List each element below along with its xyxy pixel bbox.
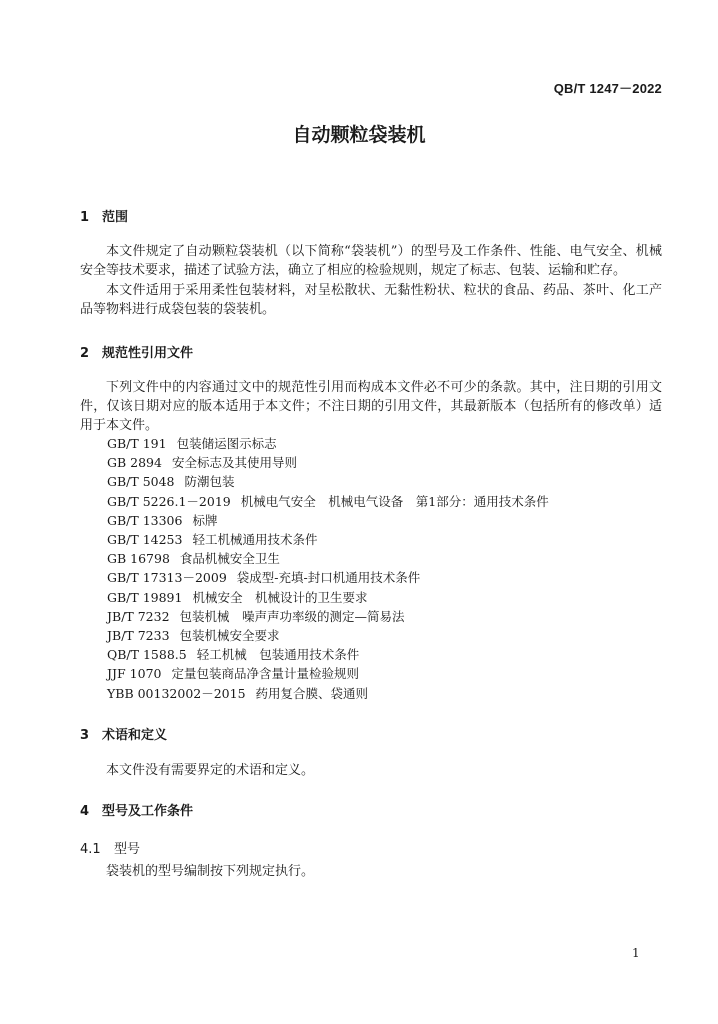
section-title: 范围 [102,210,129,225]
section-number: 4 [80,804,90,819]
reference-item [107,588,549,607]
reference-code: JB/T 7232 [107,608,170,624]
reference-code: JJF 1070 [107,666,162,682]
terms-paragraph: 本文件没有需要界定的术语和定义。 [106,763,315,778]
reference-title: 轻工机械通用技术条件 [192,532,318,548]
section-3-heading [80,724,167,743]
section-number: 3 [80,728,90,743]
section-number: 1 [80,210,90,225]
reference-title: 定量包装商品净含量计量检验规则 [171,666,359,682]
reference-item [107,607,549,626]
reference-item [107,549,549,568]
reference-code: JB/T 7233 [107,628,170,644]
reference-title: 轻工机械 包装通用技术条件 [196,647,360,663]
page-number: 1 [632,946,640,960]
reference-code: GB/T 19891 [107,589,183,605]
reference-title: 机械安全 机械设计的卫生要求 [192,589,368,605]
standard-code: QB/T 1247－2022 [553,81,662,96]
reference-title: 药用复合膜、袋通则 [255,685,369,701]
reference-title: 防潮包装 [184,474,235,490]
reference-item [107,511,549,530]
reference-list [107,434,549,703]
subsection-4-1-heading [80,838,140,857]
scope-paragraph-1: 本文件规定了自动颗粒袋装机（以下简称“袋装机”）的型号及工作条件、性能、电气安全、机械安全等技术要求，描述了试验方法，确立了相应的检验规则，规定了标志、包装、运输和贮存。 [80,244,662,278]
reference-code: GB/T 13306 [107,512,183,528]
reference-code: GB/T 5226.1－2019 [107,493,231,509]
reference-item [107,472,549,491]
reference-item [107,664,549,683]
reference-code: GB/T 14253 [107,532,183,548]
reference-code: GB 2894 [107,455,162,471]
reference-title: 标牌 [192,512,218,528]
reference-item [107,453,549,472]
section-4-heading [80,800,193,819]
reference-title: 安全标志及其使用导则 [171,455,297,471]
section-title: 型号及工作条件 [102,804,194,819]
reference-title: 包装储运图示标志 [176,436,277,451]
reference-code: GB/T 17313－2009 [107,570,227,586]
reference-title: 机械电气安全 机械电气设备 第1部分：通用技术条件 [240,493,549,509]
reference-item [107,492,549,511]
reference-title: 袋成型-充填-封口机通用技术条件 [236,570,421,586]
reference-title: 包装机械安全要求 [179,628,280,644]
model-paragraph: 袋装机的型号编制按下列规定执行。 [106,864,315,879]
reference-item [107,684,549,703]
reference-title: 包装机械 噪声声功率级的测定—简易法 [179,608,405,624]
section-title: 规范性引用文件 [102,346,194,361]
reference-code: GB/T 191 [107,436,167,451]
reference-code: QB/T 1588.5 [107,647,187,663]
normative-refs-intro: 下列文件中的内容通过文中的规范性引用而构成本文件必不可少的条款。其中，注日期的引用文件，仅该日期对应的版本适用于本文件；不注日期的引用文件，其最新版本（包括所有的修改单）适用于本文件。 [80,380,662,433]
reference-item [107,626,549,645]
section-number: 2 [80,346,90,361]
reference-item [107,530,549,549]
reference-title: 食品机械安全卫生 [179,551,280,567]
reference-code: GB/T 5048 [107,474,175,490]
reference-item [107,645,549,664]
subsection-number: 4.1 [80,842,101,857]
document-title: 自动颗粒袋装机 [292,124,426,146]
scope-paragraph-2: 本文件适用于采用柔性包装材料，对呈松散状、无黏性粉状、粒状的食品、药品、茶叶、化工产品等物料进行成袋包装的袋装机。 [80,283,662,317]
section-title: 术语和定义 [102,728,168,743]
section-2-heading [80,342,193,361]
reference-code: GB 16798 [107,551,170,567]
reference-item [107,434,549,453]
reference-item [107,568,549,587]
subsection-title: 型号 [114,842,141,857]
section-1-heading [80,206,128,225]
reference-code: YBB 00132002－2015 [107,685,246,701]
